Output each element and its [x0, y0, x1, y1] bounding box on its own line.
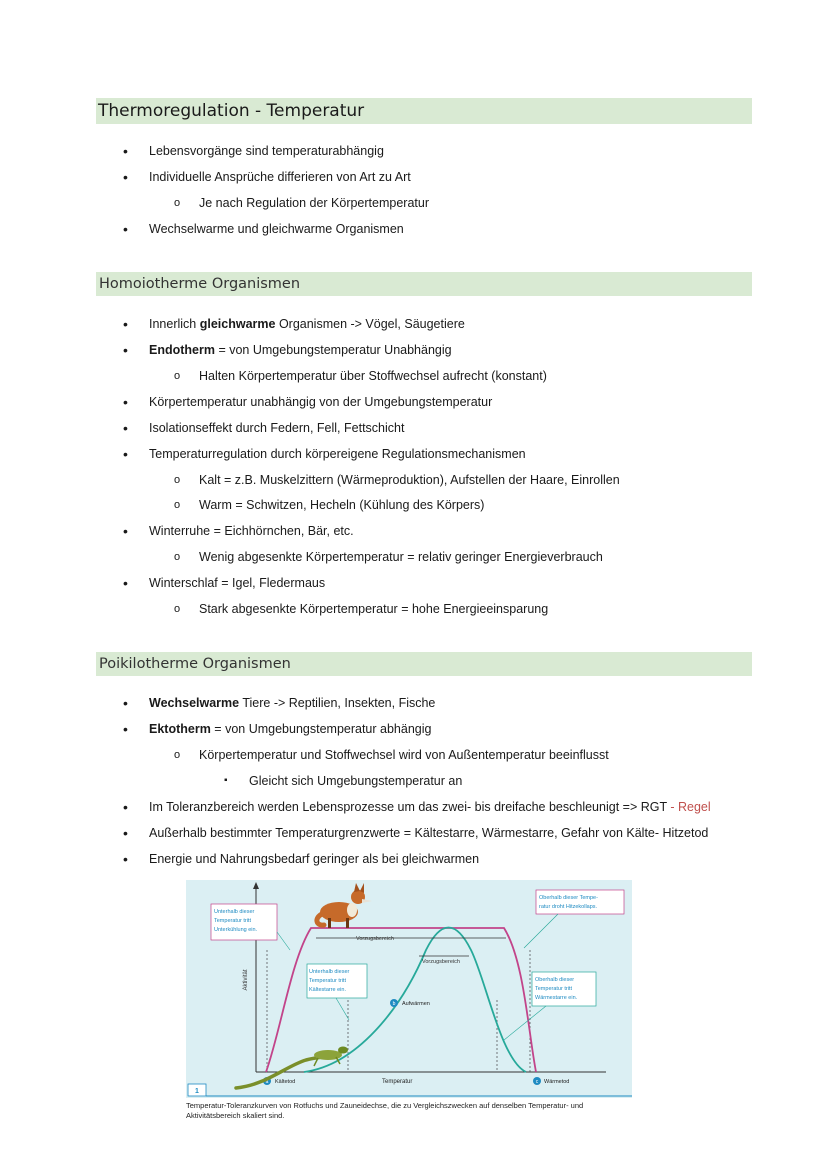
svg-text:ratur droht Hitzekollaps.: ratur droht Hitzekollaps.	[539, 904, 598, 910]
y-axis-label: Aktivität	[243, 969, 249, 991]
figure-caption: Temperatur-Toleranzkurven von Rotfuchs und Zauneidechse, die zu Vergleichszwecken auf denselben Temperatur- und Aktivitätsbereich skaliert sind.	[186, 1101, 584, 1120]
list-item: • Lebensvorgänge sind temperaturabhängig	[149, 143, 384, 159]
list-item: • Endotherm = von Umgebungstemperatur Unabhängig	[149, 342, 452, 358]
list-item: o Stark abgesenkte Körpertemperatur = hohe Energieeinsparung	[199, 601, 548, 617]
list-item: • Ektotherm = von Umgebungstemperatur abhängig	[149, 721, 431, 737]
svg-text:c: c	[535, 1079, 539, 1085]
callout-heat-collapse	[536, 890, 624, 914]
cold-death-label: Kältetod	[275, 1079, 296, 1085]
section-heading-homoiotherm: Homoiotherme Organismen	[96, 272, 752, 296]
callout-cold-rigor	[307, 964, 367, 998]
list-item: • Wechselwarme und gleichwarme Organismen	[149, 221, 404, 237]
callout-heat-rigor	[532, 972, 596, 1006]
svg-text:Oberhalb dieser Tempe-: Oberhalb dieser Tempe-	[539, 895, 598, 901]
list-item: • Innerlich gleichwarme Organismen -> Vögel, Säugetiere	[149, 316, 465, 332]
list-item: • Wechselwarme Tiere -> Reptilien, Insekten, Fische	[149, 695, 435, 711]
section-heading-poikilotherm: Poikilotherme Organismen	[96, 652, 752, 676]
list-item: • Winterschlaf = Igel, Fledermaus	[149, 575, 325, 591]
svg-text:Oberhalb dieser: Oberhalb dieser	[535, 977, 575, 983]
svg-text:Wärmestarre ein.: Wärmestarre ein.	[535, 995, 578, 1001]
x-axis-label: Temperatur	[382, 1079, 413, 1085]
list-item: • Individuelle Ansprüche differieren von Art zu Art	[149, 169, 411, 185]
list-item: • Körpertemperatur unabhängig von der Umgebungstemperatur	[149, 394, 492, 410]
svg-text:Unterhalb dieser: Unterhalb dieser	[214, 909, 255, 915]
svg-text:b: b	[392, 1001, 396, 1007]
preference-range-label: Vorzugsbereich	[422, 959, 460, 965]
svg-text:Temperatur tritt: Temperatur tritt	[309, 978, 346, 984]
list-item: o Körpertemperatur und Stoffwechsel wird von Außentemperatur beeinflusst	[199, 747, 609, 763]
list-item: o Wenig abgesenkte Körpertemperatur = relativ geringer Energieverbrauch	[199, 549, 603, 565]
marker-c	[533, 1077, 541, 1085]
svg-text:1: 1	[195, 1088, 199, 1095]
list-item: • Im Toleranzbereich werden Lebensprozesse um das zwei- bis dreifache beschleunigt => RGT - Regel	[149, 799, 711, 815]
svg-text:Unterkühlung ein.: Unterkühlung ein.	[214, 927, 258, 933]
list-item: • Außerhalb bestimmter Temperaturgrenzwerte = Kältestarre, Wärmestarre, Gefahr von Kälte- Hitzetod	[149, 825, 708, 841]
list-item: • Energie und Nahrungsbedarf geringer als bei gleichwarmen	[149, 851, 479, 867]
heat-death-label: Wärmetod	[544, 1079, 570, 1085]
marker-b	[390, 999, 398, 1007]
callout-undercooling	[211, 904, 277, 940]
temperature-tolerance-figure	[186, 880, 632, 1098]
svg-text:Unterhalb dieser: Unterhalb dieser	[309, 969, 350, 975]
list-item: o Je nach Regulation der Körpertemperatur	[199, 195, 429, 211]
warming-label: Aufwärmen	[402, 1001, 430, 1007]
list-item: ▪ Gleicht sich Umgebungstemperatur an	[249, 773, 462, 789]
svg-text:Temperatur tritt: Temperatur tritt	[535, 986, 572, 992]
list-item: o Warm = Schwitzen, Hecheln (Kühlung des Körpers)	[199, 497, 484, 513]
svg-text:Temperatur tritt: Temperatur tritt	[214, 918, 251, 924]
preference-range-label: Vorzugsbereich	[356, 936, 394, 942]
list-item: • Temperaturregulation durch körpereigene Regulationsmechanismen	[149, 446, 526, 462]
list-item: o Halten Körpertemperatur über Stoffwechsel aufrecht (konstant)	[199, 368, 547, 384]
figure-number	[188, 1084, 206, 1096]
svg-text:Kältestarre ein.: Kältestarre ein.	[309, 987, 346, 993]
list-item: • Winterruhe = Eichhörnchen, Bär, etc.	[149, 523, 354, 539]
list-item: • Isolationseffekt durch Federn, Fell, Fettschicht	[149, 420, 404, 436]
list-item: o Kalt = z.B. Muskelzittern (Wärmeproduktion), Aufstellen der Haare, Einrollen	[199, 472, 620, 488]
page-title: Thermoregulation - Temperatur	[96, 98, 752, 124]
svg-text:a: a	[265, 1079, 269, 1085]
